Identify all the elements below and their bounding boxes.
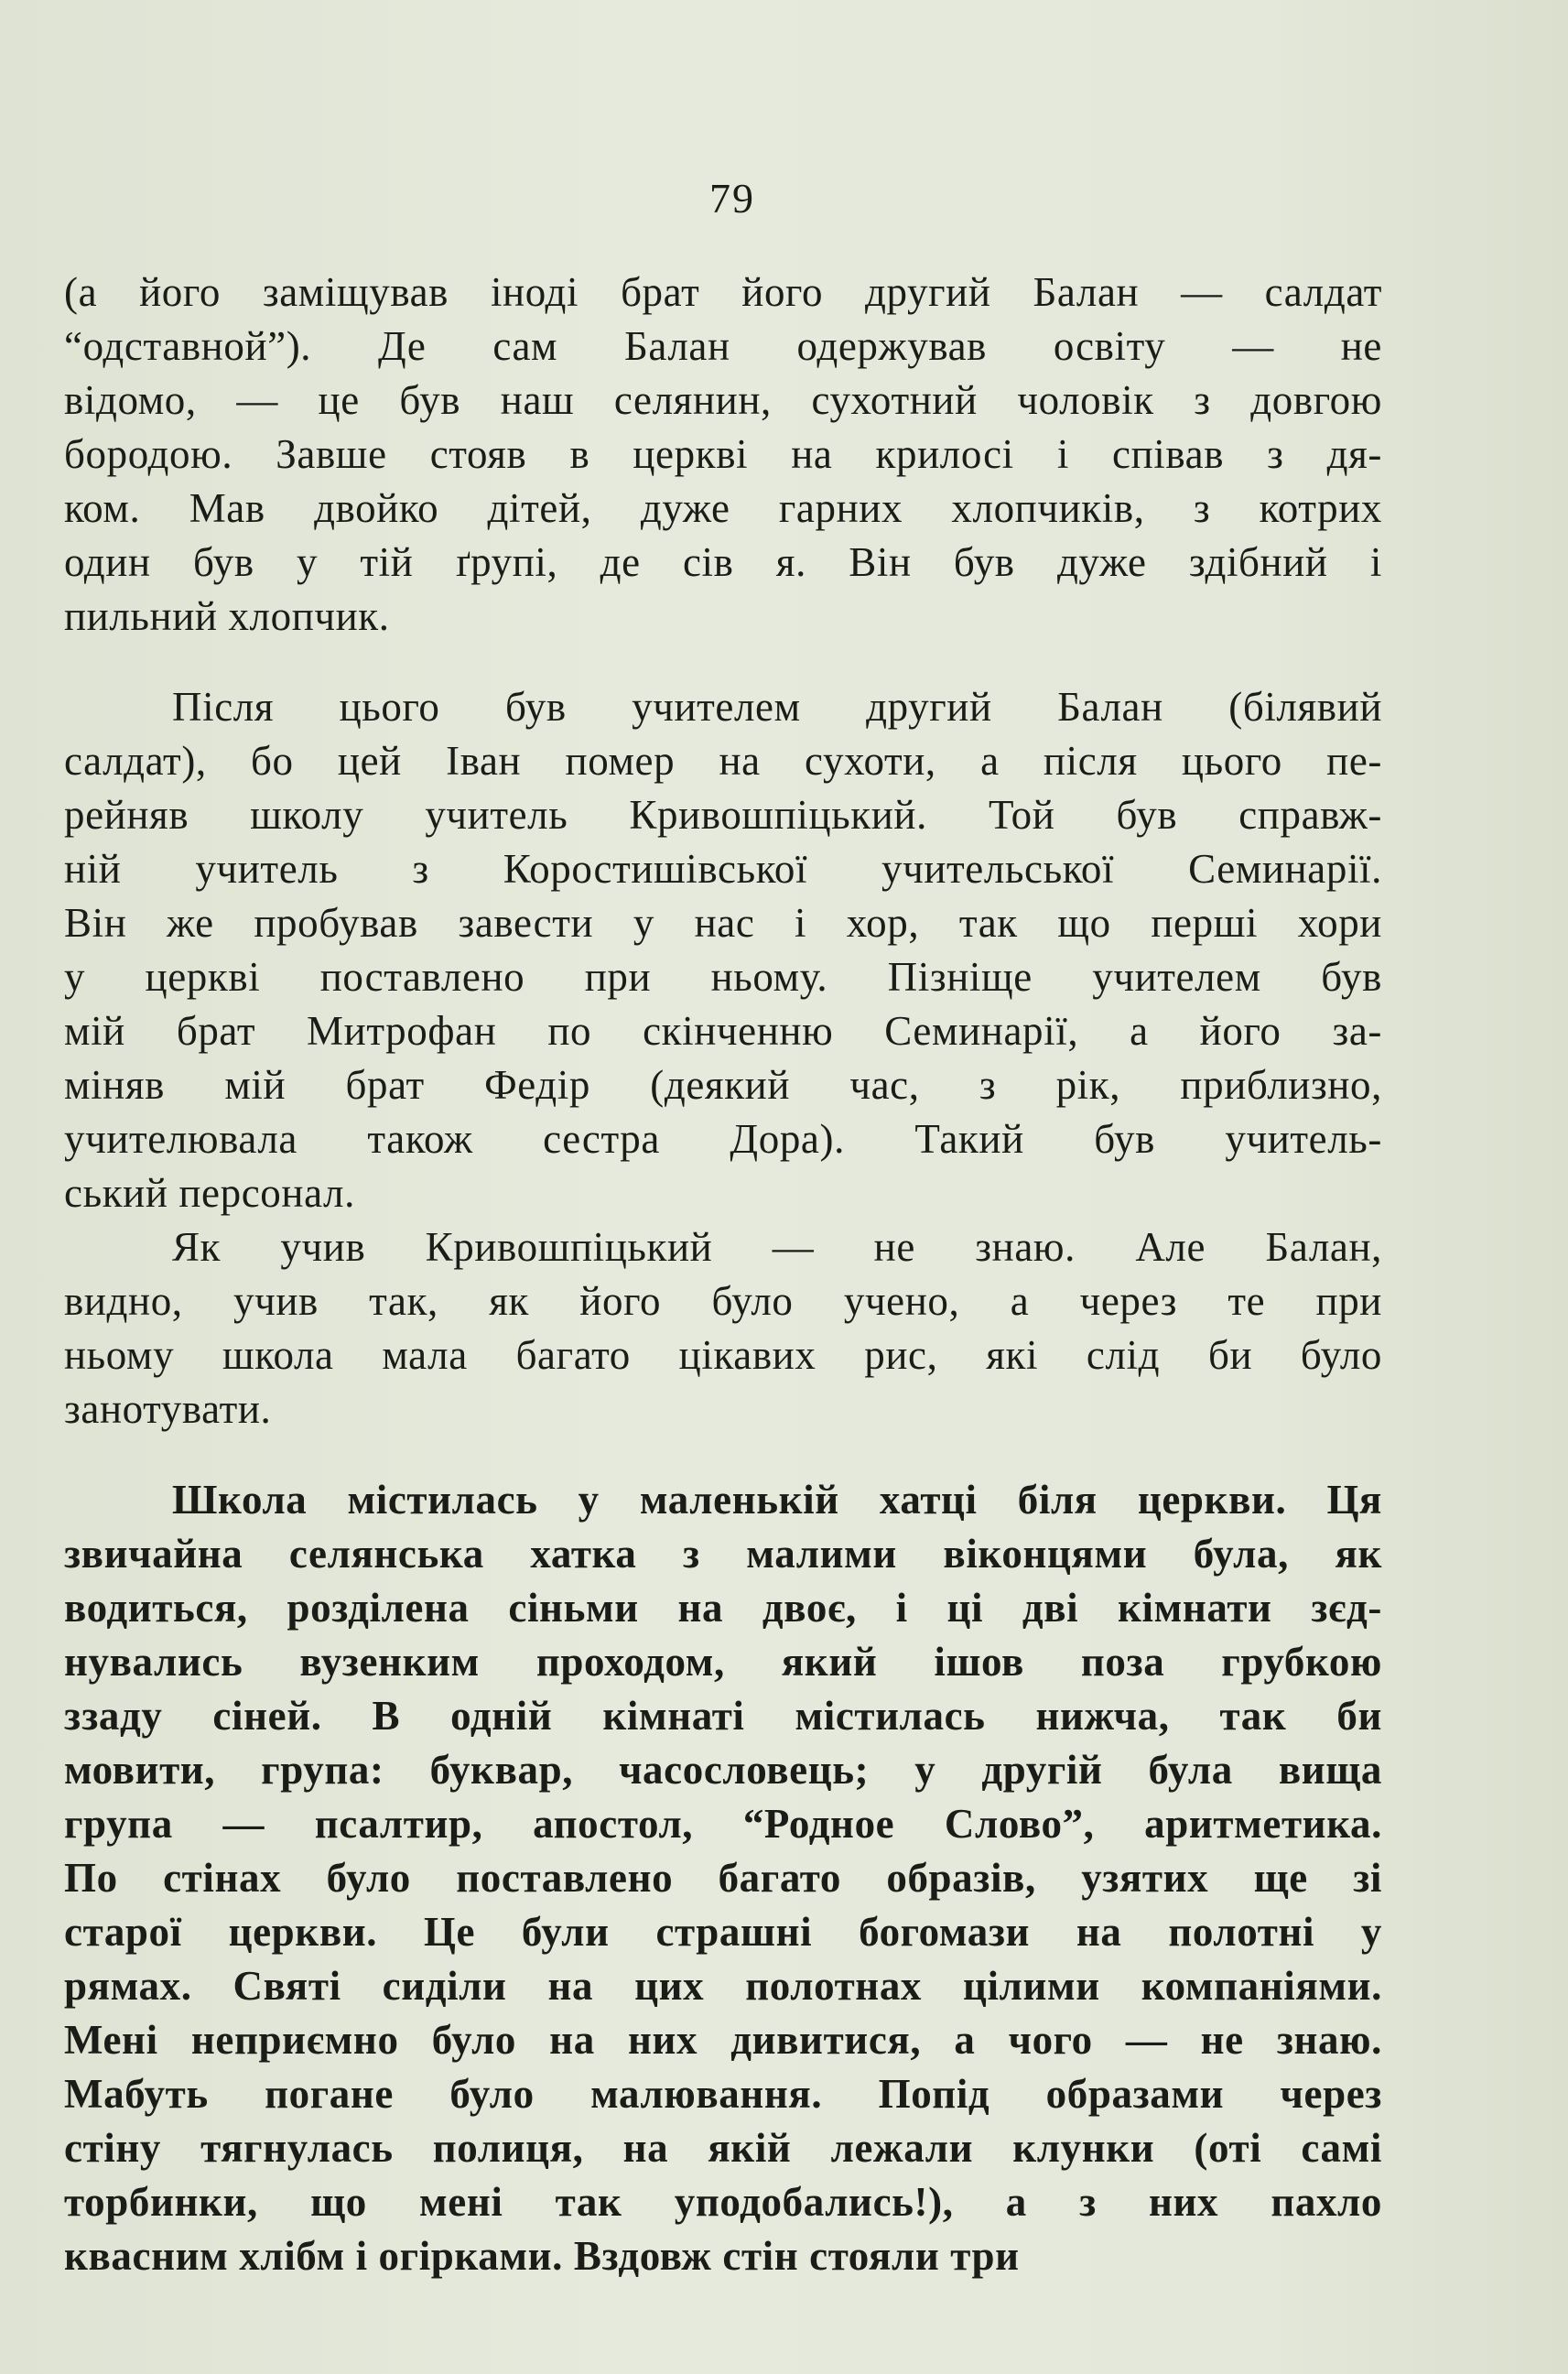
text-line: ком. Мав двойко дітей, дуже гарних хлопчиків, з котрих xyxy=(64,485,1382,531)
text-line: Мабуть погане було малювання. Попід образами через xyxy=(64,2071,1382,2117)
text-line: нувались вузенким проходом, який ішов поза грубкою xyxy=(64,1639,1382,1685)
text-line: рейняв школу учитель Кривошпіцький. Той був справж- xyxy=(64,792,1382,838)
text-line: один був у тій ґрупі, де сів я. Він був дуже здібний і xyxy=(64,539,1382,585)
paragraph xyxy=(64,680,1382,1220)
page-number: 79 xyxy=(709,175,755,222)
text-line: салдат), бо цей Іван помер на сухоти, а після цього пе- xyxy=(64,738,1382,784)
text-line: Школа містилась у маленькій хатці біля церкви. Ця xyxy=(172,1477,1382,1523)
text-line: відомо, — це був наш селянин, сухотний чоловік з довгою xyxy=(64,377,1382,423)
text-line: старої церкви. Це були страшні богомази на полотні у xyxy=(64,1909,1382,1955)
text-line: “одставной”). Де сам Балан одержував освіту — не xyxy=(64,323,1382,369)
text-line: учителювала також сестра Дора). Такий був учитель- xyxy=(64,1116,1382,1162)
text-line: ньому школа мала багато цікавих рис, які слід би було xyxy=(64,1332,1382,1378)
text-line: міняв мій брат Федір (деякий час, з рік, приблизно, xyxy=(64,1062,1382,1108)
text-line: пильний хлопчик. xyxy=(64,593,390,639)
body-text xyxy=(64,266,1382,2283)
text-line: звичайна селянська хатка з малими віконцями була, як xyxy=(64,1531,1382,1577)
text-line: видно, учив так, як його було учено, а через те при xyxy=(64,1278,1382,1324)
text-line: рямах. Святі сиділи на цих полотнах цілими компаніями. xyxy=(64,1963,1382,2009)
text-line: у церкві поставлено при ньому. Пізніще учителем був xyxy=(64,954,1382,1000)
text-line: стіну тягнулась полиця, на якій лежали клунки (оті самі xyxy=(64,2125,1382,2171)
paragraph-gap xyxy=(64,644,1382,680)
text-line: занотувати. xyxy=(64,1386,272,1432)
text-line: ський персонал. xyxy=(64,1170,355,1216)
text-line: Після цього був учителем другий Балан (білявий xyxy=(172,684,1382,730)
text-line: водиться, розділена сіньми на двоє, і ці дві кімнати зєд- xyxy=(64,1585,1382,1631)
text-line: мовити, група: буквар, часословець; у другій була вища xyxy=(64,1747,1382,1793)
text-line: група — псалтир, апостол, “Родное Слово”, аритметика. xyxy=(64,1801,1382,1847)
text-line: ззаду сіней. В одній кімнаті містилась нижча, так би xyxy=(64,1693,1382,1739)
text-line: мій брат Митрофан по скінченню Семинарії, а його за- xyxy=(64,1008,1382,1054)
text-line: (а його заміщував іноді брат його другий Балан — салдат xyxy=(64,269,1382,315)
text-line: бородою. Завше стояв в церкві на крилосі і співав з дя- xyxy=(64,431,1382,477)
text-line: По стінах було поставлено багато образів, узятих ще зі xyxy=(64,1855,1382,1901)
text-line: Як учив Кривошпіцький — не знаю. Але Балан, xyxy=(172,1224,1382,1270)
text-line: квасним хлібм і огірками. Вздовж стін стояли три xyxy=(64,2233,1020,2279)
text-line: ній учитель з Коростишівської учительської Семинарії. xyxy=(64,846,1382,892)
text-line: торбинки, що мені так уподобались!), а з них пахло xyxy=(64,2179,1382,2225)
text-line: Він же пробував завести у нас і хор, так що перші хори xyxy=(64,900,1382,946)
text-line: Мені неприємно було на них дивитися, а чого — не знаю. xyxy=(64,2017,1382,2063)
paragraph xyxy=(64,266,1382,644)
paragraph xyxy=(64,1220,1382,1436)
paragraph-gap xyxy=(64,1436,1382,1473)
paragraph xyxy=(64,1473,1382,2283)
